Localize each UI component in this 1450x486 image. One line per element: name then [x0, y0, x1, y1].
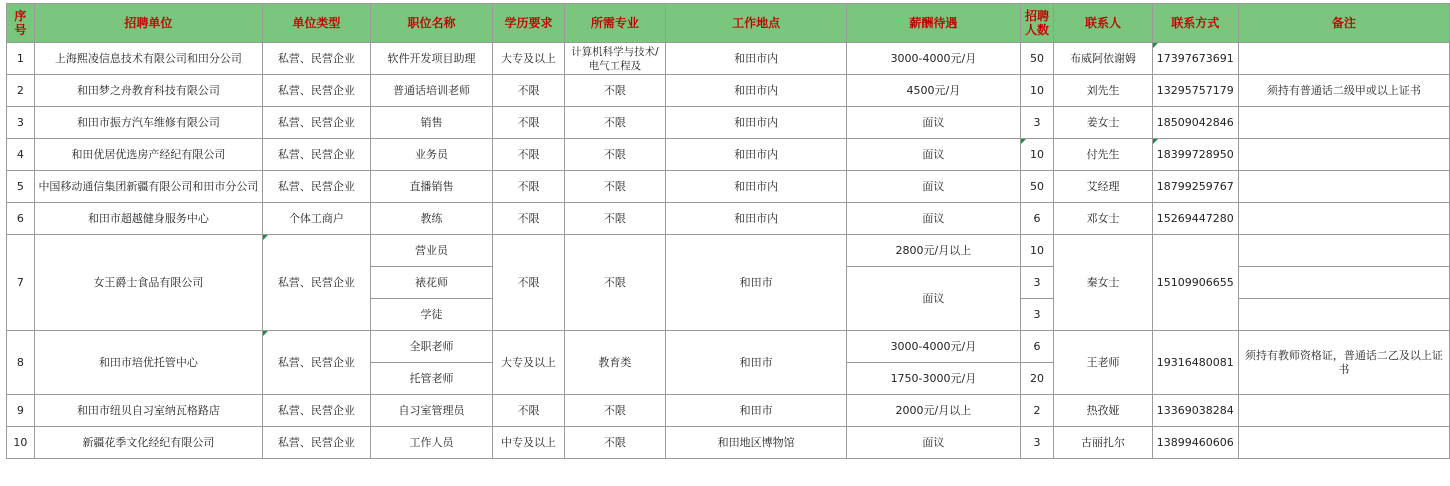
cell-location: 和田市内: [666, 171, 847, 203]
cell-salary: 面议: [847, 267, 1021, 331]
table-row: [7, 331, 1450, 363]
cell-count: 6: [1020, 203, 1054, 235]
cell-company: 上海熙凌信息技术有限公司和田分公司: [34, 43, 262, 75]
cell-phone: 13369038284: [1152, 395, 1238, 427]
cell-salary: 面议: [847, 139, 1021, 171]
header-type: 单位类型: [263, 4, 371, 43]
cell-note: [1238, 267, 1449, 299]
header-education: 学历要求: [493, 4, 564, 43]
cell-position: 教练: [370, 203, 493, 235]
cell-note: [1238, 43, 1449, 75]
cell-position: 工作人员: [370, 427, 493, 459]
header-location: 工作地点: [666, 4, 847, 43]
cell-count: 20: [1020, 363, 1054, 395]
cell-index: 7: [7, 235, 35, 331]
cell-count: 3: [1020, 267, 1054, 299]
cell-phone: 18399728950: [1152, 139, 1238, 171]
cell-salary: 2000元/月以上: [847, 395, 1021, 427]
cell-location: 和田市: [666, 235, 847, 331]
cell-phone: 19316480081: [1152, 331, 1238, 395]
cell-note: [1238, 395, 1449, 427]
cell-phone: 17397673691: [1152, 43, 1238, 75]
cell-phone: 18799259767: [1152, 171, 1238, 203]
table-row: [7, 107, 1450, 139]
cell-phone: 15269447280: [1152, 203, 1238, 235]
cell-type: 私营、民营企业: [263, 139, 371, 171]
cell-count: 3: [1020, 299, 1054, 331]
header-phone: 联系方式: [1152, 4, 1238, 43]
cell-major: 不限: [564, 235, 665, 331]
cell-major: 不限: [564, 107, 665, 139]
cell-major: 不限: [564, 427, 665, 459]
cell-phone: 15109906655: [1152, 235, 1238, 331]
cell-salary: 面议: [847, 427, 1021, 459]
cell-index: 10: [7, 427, 35, 459]
cell-contact: 邓女士: [1054, 203, 1152, 235]
cell-salary: 面议: [847, 203, 1021, 235]
cell-major: 不限: [564, 139, 665, 171]
cell-education: 大专及以上: [493, 331, 564, 395]
cell-education: 不限: [493, 139, 564, 171]
cell-type: 私营、民营企业: [263, 43, 371, 75]
cell-position: 普通话培训老师: [370, 75, 493, 107]
cell-note: 须持有教师资格证，普通话二乙及以上证书: [1238, 331, 1449, 395]
cell-company: 和田优居优选房产经纪有限公司: [34, 139, 262, 171]
cell-position: 全职老师: [370, 331, 493, 363]
cell-phone: 13899460606: [1152, 427, 1238, 459]
cell-note: [1238, 107, 1449, 139]
cell-major: 教育类: [564, 331, 665, 395]
cell-company: 和田市超越健身服务中心: [34, 203, 262, 235]
table-row: [7, 139, 1450, 171]
cell-note: [1238, 299, 1449, 331]
header-major: 所需专业: [564, 4, 665, 43]
cell-count: 50: [1020, 171, 1054, 203]
cell-major: 不限: [564, 395, 665, 427]
cell-location: 和田市内: [666, 203, 847, 235]
cell-location: 和田地区博物馆: [666, 427, 847, 459]
table-row: [7, 427, 1450, 459]
cell-contact: 艾经理: [1054, 171, 1152, 203]
cell-salary: 面议: [847, 107, 1021, 139]
table-row: [7, 171, 1450, 203]
cell-count: 6: [1020, 331, 1054, 363]
header-salary: 薪酬待遇: [847, 4, 1021, 43]
cell-type: 私营、民营企业: [263, 235, 371, 331]
cell-phone: 18509042846: [1152, 107, 1238, 139]
cell-type: 私营、民营企业: [263, 395, 371, 427]
cell-education: 不限: [493, 235, 564, 331]
cell-contact: 秦女士: [1054, 235, 1152, 331]
cell-phone: 13295757179: [1152, 75, 1238, 107]
cell-index: 2: [7, 75, 35, 107]
cell-count: 10: [1020, 139, 1054, 171]
cell-company: 和田市振方汽车维修有限公司: [34, 107, 262, 139]
cell-location: 和田市内: [666, 43, 847, 75]
table-row: [7, 395, 1450, 427]
cell-location: 和田市内: [666, 75, 847, 107]
cell-note: [1238, 203, 1449, 235]
header-index: 序号: [7, 4, 35, 43]
table-row: [7, 75, 1450, 107]
cell-index: 6: [7, 203, 35, 235]
cell-contact: 姜女士: [1054, 107, 1152, 139]
cell-position: 销售: [370, 107, 493, 139]
cell-major: 计算机科学与技术/电气工程及: [564, 43, 665, 75]
cell-count: 3: [1020, 427, 1054, 459]
cell-contact: 热孜娅: [1054, 395, 1152, 427]
cell-index: 8: [7, 331, 35, 395]
cell-salary: 2800元/月以上: [847, 235, 1021, 267]
cell-position: 裱花师: [370, 267, 493, 299]
cell-major: 不限: [564, 75, 665, 107]
cell-contact: 王老师: [1054, 331, 1152, 395]
cell-education: 中专及以上: [493, 427, 564, 459]
cell-index: 1: [7, 43, 35, 75]
cell-count: 2: [1020, 395, 1054, 427]
cell-type: 私营、民营企业: [263, 75, 371, 107]
cell-salary: 4500元/月: [847, 75, 1021, 107]
cell-salary: 3000-4000元/月: [847, 43, 1021, 75]
cell-education: 不限: [493, 75, 564, 107]
cell-salary: 1750-3000元/月: [847, 363, 1021, 395]
cell-major: 不限: [564, 203, 665, 235]
cell-index: 5: [7, 171, 35, 203]
cell-contact: 古丽扎尔: [1054, 427, 1152, 459]
cell-count: 10: [1020, 75, 1054, 107]
table-row: [7, 235, 1450, 267]
cell-company: 和田梦之舟教育科技有限公司: [34, 75, 262, 107]
cell-type: 私营、民营企业: [263, 331, 371, 395]
cell-education: 不限: [493, 107, 564, 139]
cell-note: [1238, 171, 1449, 203]
cell-salary: 3000-4000元/月: [847, 331, 1021, 363]
cell-contact: 付先生: [1054, 139, 1152, 171]
cell-position: 托管老师: [370, 363, 493, 395]
cell-education: 不限: [493, 395, 564, 427]
header-count: 招聘人数: [1020, 4, 1054, 43]
cell-position: 营业员: [370, 235, 493, 267]
cell-company: 女王爵士食品有限公司: [34, 235, 262, 331]
header-row: [7, 4, 1450, 43]
cell-type: 个体工商户: [263, 203, 371, 235]
cell-index: 3: [7, 107, 35, 139]
header-note: 备注: [1238, 4, 1449, 43]
cell-contact: 布威阿依谢姆: [1054, 43, 1152, 75]
cell-note: [1238, 235, 1449, 267]
cell-note: [1238, 139, 1449, 171]
cell-company: 和田市纽贝自习室纳瓦格路店: [34, 395, 262, 427]
cell-type: 私营、民营企业: [263, 107, 371, 139]
cell-education: 不限: [493, 203, 564, 235]
cell-location: 和田市内: [666, 139, 847, 171]
cell-salary: 面议: [847, 171, 1021, 203]
header-company: 招聘单位: [34, 4, 262, 43]
cell-index: 4: [7, 139, 35, 171]
cell-position: 直播销售: [370, 171, 493, 203]
table-row: [7, 43, 1450, 75]
cell-count: 50: [1020, 43, 1054, 75]
table-row: [7, 203, 1450, 235]
cell-count: 10: [1020, 235, 1054, 267]
cell-position: 学徒: [370, 299, 493, 331]
cell-major: 不限: [564, 171, 665, 203]
cell-location: 和田市: [666, 395, 847, 427]
cell-type: 私营、民营企业: [263, 427, 371, 459]
cell-position: 自习室管理员: [370, 395, 493, 427]
cell-index: 9: [7, 395, 35, 427]
cell-count: 3: [1020, 107, 1054, 139]
cell-education: 大专及以上: [493, 43, 564, 75]
cell-type: 私营、民营企业: [263, 171, 371, 203]
cell-contact: 刘先生: [1054, 75, 1152, 107]
cell-location: 和田市内: [666, 107, 847, 139]
header-position: 职位名称: [370, 4, 493, 43]
cell-position: 软件开发项目助理: [370, 43, 493, 75]
cell-note: [1238, 427, 1449, 459]
cell-education: 不限: [493, 171, 564, 203]
cell-location: 和田市: [666, 331, 847, 395]
cell-company: 新疆花季文化经纪有限公司: [34, 427, 262, 459]
cell-company: 中国移动通信集团新疆有限公司和田市分公司: [34, 171, 262, 203]
recruitment-table: [6, 3, 1450, 459]
header-contact: 联系人: [1054, 4, 1152, 43]
cell-company: 和田市培优托管中心: [34, 331, 262, 395]
cell-note: 须持有普通话二级甲或以上证书: [1238, 75, 1449, 107]
cell-position: 业务员: [370, 139, 493, 171]
